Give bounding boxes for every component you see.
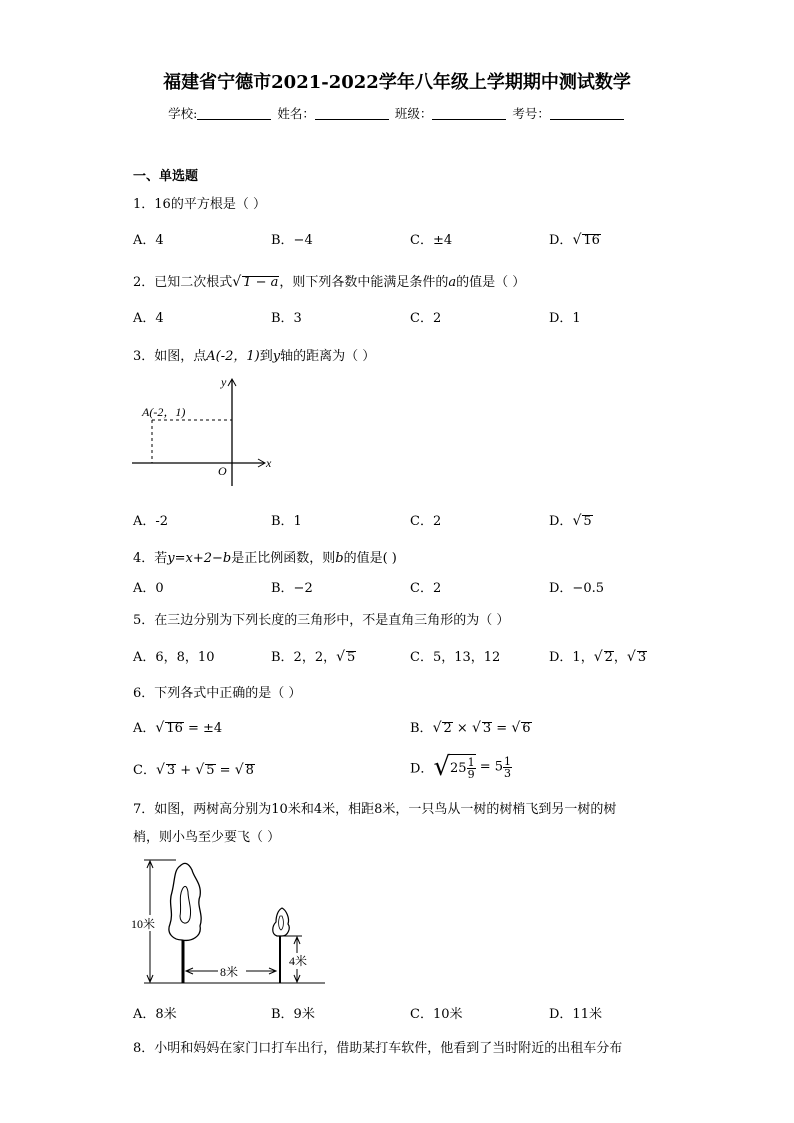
point-a-label: A(-2，1): [142, 405, 186, 419]
q7-option-c: C．10米: [410, 1007, 463, 1022]
q4-option-b: B．−2: [271, 581, 313, 596]
origin-label: O: [218, 464, 227, 478]
q3-coordinate-figure: [128, 372, 278, 494]
q3-option-a: A．-2: [133, 514, 169, 529]
student-info-line: [0, 104, 794, 122]
q3-option-b: B．1: [271, 514, 302, 529]
q2-option-a: A．4: [133, 311, 164, 326]
q3-option-c: C．2: [410, 514, 442, 529]
q5-option-d: D．1，√ 2，√ 3: [549, 649, 647, 665]
q5-option-a: A．6，8，10: [133, 650, 215, 665]
question-5-stem: 5．在三边分别为下列长度的三角形中，不是直角三角形的为（ ）: [133, 613, 510, 628]
question-6-stem: 6．下列各式中正确的是（ ）: [133, 686, 302, 701]
q4-option-c: C．2: [410, 581, 442, 596]
distance-label: 8米: [220, 965, 239, 979]
name-label: 姓名：: [277, 106, 315, 121]
question-7-stem-line-1: 7．如图，两树高分别为10米和4米，相距8米，一只鸟从一树的树梢飞到另一树的树: [133, 802, 617, 817]
page-title: 福建省宁德市2021-2022学年八年级上学期期中测试数学: [163, 72, 631, 93]
x-axis-label: x: [266, 456, 272, 470]
q7-option-d: D．11米: [549, 1007, 602, 1022]
class-blank: [432, 107, 506, 120]
q2-option-b: B．3: [271, 311, 302, 326]
q2-option-c: C．2: [410, 311, 442, 326]
q5-option-b: B．2，2，√ 5: [271, 649, 356, 665]
q6-option-c: C．√ 3 + √ 5 = √ 8: [133, 762, 254, 778]
tall-tree-height-label: 10米: [131, 917, 156, 931]
question-3-stem: 3．如图，点A(-2，1)到y轴的距离为（ ）: [133, 349, 376, 364]
q2-option-d: D．1: [549, 311, 581, 326]
class-label: 班级：: [394, 106, 433, 121]
section-heading: 一、单选题: [133, 169, 199, 184]
school-label: 学校:: [168, 106, 198, 121]
q6-option-d: D．√25 $\frac{1}{9}$ = 5 $\frac{1}{3}$: [410, 752, 511, 782]
q2-radicand: 1 − a: [243, 275, 279, 290]
q7-option-b: B．9米: [271, 1007, 315, 1022]
exam-number-label: 考号：: [512, 106, 550, 121]
q7-trees-figure: [130, 852, 330, 986]
tall-tree-crown-inner: [180, 886, 191, 923]
short-tree-crown-inner: [279, 916, 284, 930]
q1-d-radicand: 16: [583, 233, 600, 248]
q3-option-d: D．√ 5: [549, 513, 592, 529]
q1-option-a: A．4: [133, 233, 164, 248]
q4-option-d: D．−0.5: [549, 581, 604, 596]
q1-option-b: B．−4: [271, 233, 313, 248]
question-2-stem: 2．已知二次根式√ 1 − a，则下列各数中能满足条件的a的值是（ ）: [133, 274, 526, 290]
school-blank: [197, 107, 271, 120]
short-tree-height-label: 4米: [289, 954, 308, 968]
q7-option-a: A．8米: [133, 1007, 177, 1022]
question-8-stem-line-1: 8．小明和妈妈在家门口打车出行，借助某打车软件，他看到了当时附近的出租车分布: [133, 1041, 623, 1056]
q1-option-d: D．√ 16: [549, 232, 600, 248]
exam-number-blank: [550, 107, 624, 120]
y-axis-label: y: [221, 375, 227, 389]
tall-tree-crown: [169, 863, 201, 940]
name-blank: [315, 107, 389, 120]
q6-option-b: B．√ 2 × √ 3 = √ 6: [410, 720, 531, 736]
q6-option-a: A．√ 16 = ±4: [133, 720, 223, 736]
q3-d-radicand: 5: [583, 514, 592, 529]
q4-option-a: A．0: [133, 581, 164, 596]
q1-option-c: C．±4: [410, 233, 453, 248]
question-4-stem: 4．若y=x+2−b是正比例函数，则b的值是( ): [133, 551, 397, 566]
q5-option-c: C．5，13，12: [410, 650, 501, 665]
question-1-stem: 1．16的平方根是（ ）: [133, 197, 266, 212]
question-7-stem-line-2: 梢，则小鸟至少要飞（ ）: [133, 830, 281, 845]
short-tree-crown: [273, 908, 289, 936]
